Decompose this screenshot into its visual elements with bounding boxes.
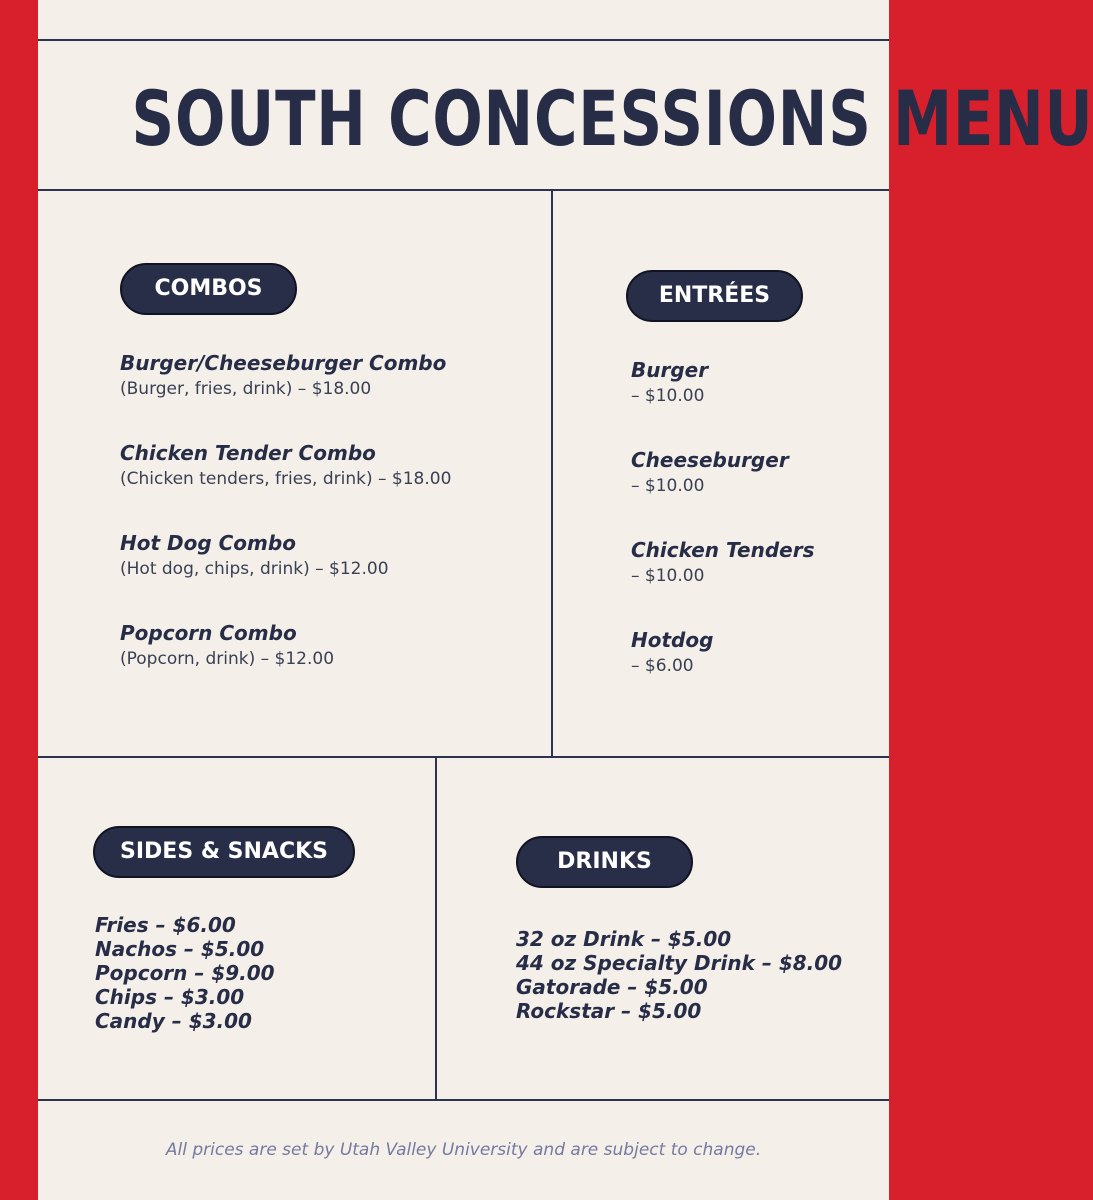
- list-item: 44 oz Specialty Drink – $8.00: [516, 951, 843, 975]
- divider-combos-entrees: [551, 189, 553, 758]
- divider-sides-drinks: [435, 756, 437, 1101]
- drinks-list: [516, 927, 842, 1023]
- sides-heading: SIDES & SNACKS: [93, 826, 355, 878]
- entree-price: – $10.00: [631, 566, 705, 586]
- list-item: Nachos – $5.00: [95, 937, 265, 961]
- divider-below-title: [38, 189, 889, 191]
- combo-desc: (Popcorn, drink) – $12.00: [120, 649, 335, 669]
- drinks-heading: DRINKS: [516, 836, 693, 888]
- entree-price: – $10.00: [631, 386, 705, 406]
- divider-above-footer: [38, 1099, 889, 1101]
- combo-name: Burger/Cheeseburger Combo: [120, 351, 447, 375]
- page-title: SOUTH CONCESSIONS MENU: [131, 74, 1093, 163]
- list-item: 32 oz Drink – $5.00: [516, 927, 732, 951]
- divider-middle: [38, 756, 889, 758]
- entree-price: – $10.00: [631, 476, 705, 496]
- entrees-heading: ENTRÉES: [626, 270, 803, 322]
- combo-name: Chicken Tender Combo: [120, 441, 376, 465]
- combo-desc: (Hot dog, chips, drink) – $12.00: [120, 559, 389, 579]
- list-item: Popcorn – $9.00: [95, 961, 275, 985]
- divider-top: [38, 39, 889, 41]
- combo-name: Popcorn Combo: [120, 621, 297, 645]
- price-disclaimer: All prices are set by Utah Valley University and are subject to change.: [165, 1140, 762, 1160]
- list-item: Gatorade – $5.00: [516, 975, 708, 999]
- combo-desc: (Chicken tenders, fries, drink) – $18.00: [120, 469, 452, 489]
- entree-name: Burger: [631, 358, 709, 382]
- list-item: Rockstar – $5.00: [516, 999, 702, 1023]
- sides-list: [95, 913, 275, 1033]
- entree-name: Cheeseburger: [631, 448, 789, 472]
- entree-name: Chicken Tenders: [631, 538, 815, 562]
- menu-page: [38, 0, 1093, 1200]
- list-item: Candy – $3.00: [95, 1009, 252, 1033]
- combos-heading: COMBOS: [120, 263, 297, 315]
- list-item: Chips – $3.00: [95, 985, 245, 1009]
- entree-name: Hotdog: [631, 628, 714, 652]
- combo-name: Hot Dog Combo: [120, 531, 296, 555]
- entree-price: – $6.00: [631, 656, 694, 676]
- list-item: Fries – $6.00: [95, 913, 236, 937]
- combo-desc: (Burger, fries, drink) – $18.00: [120, 379, 372, 399]
